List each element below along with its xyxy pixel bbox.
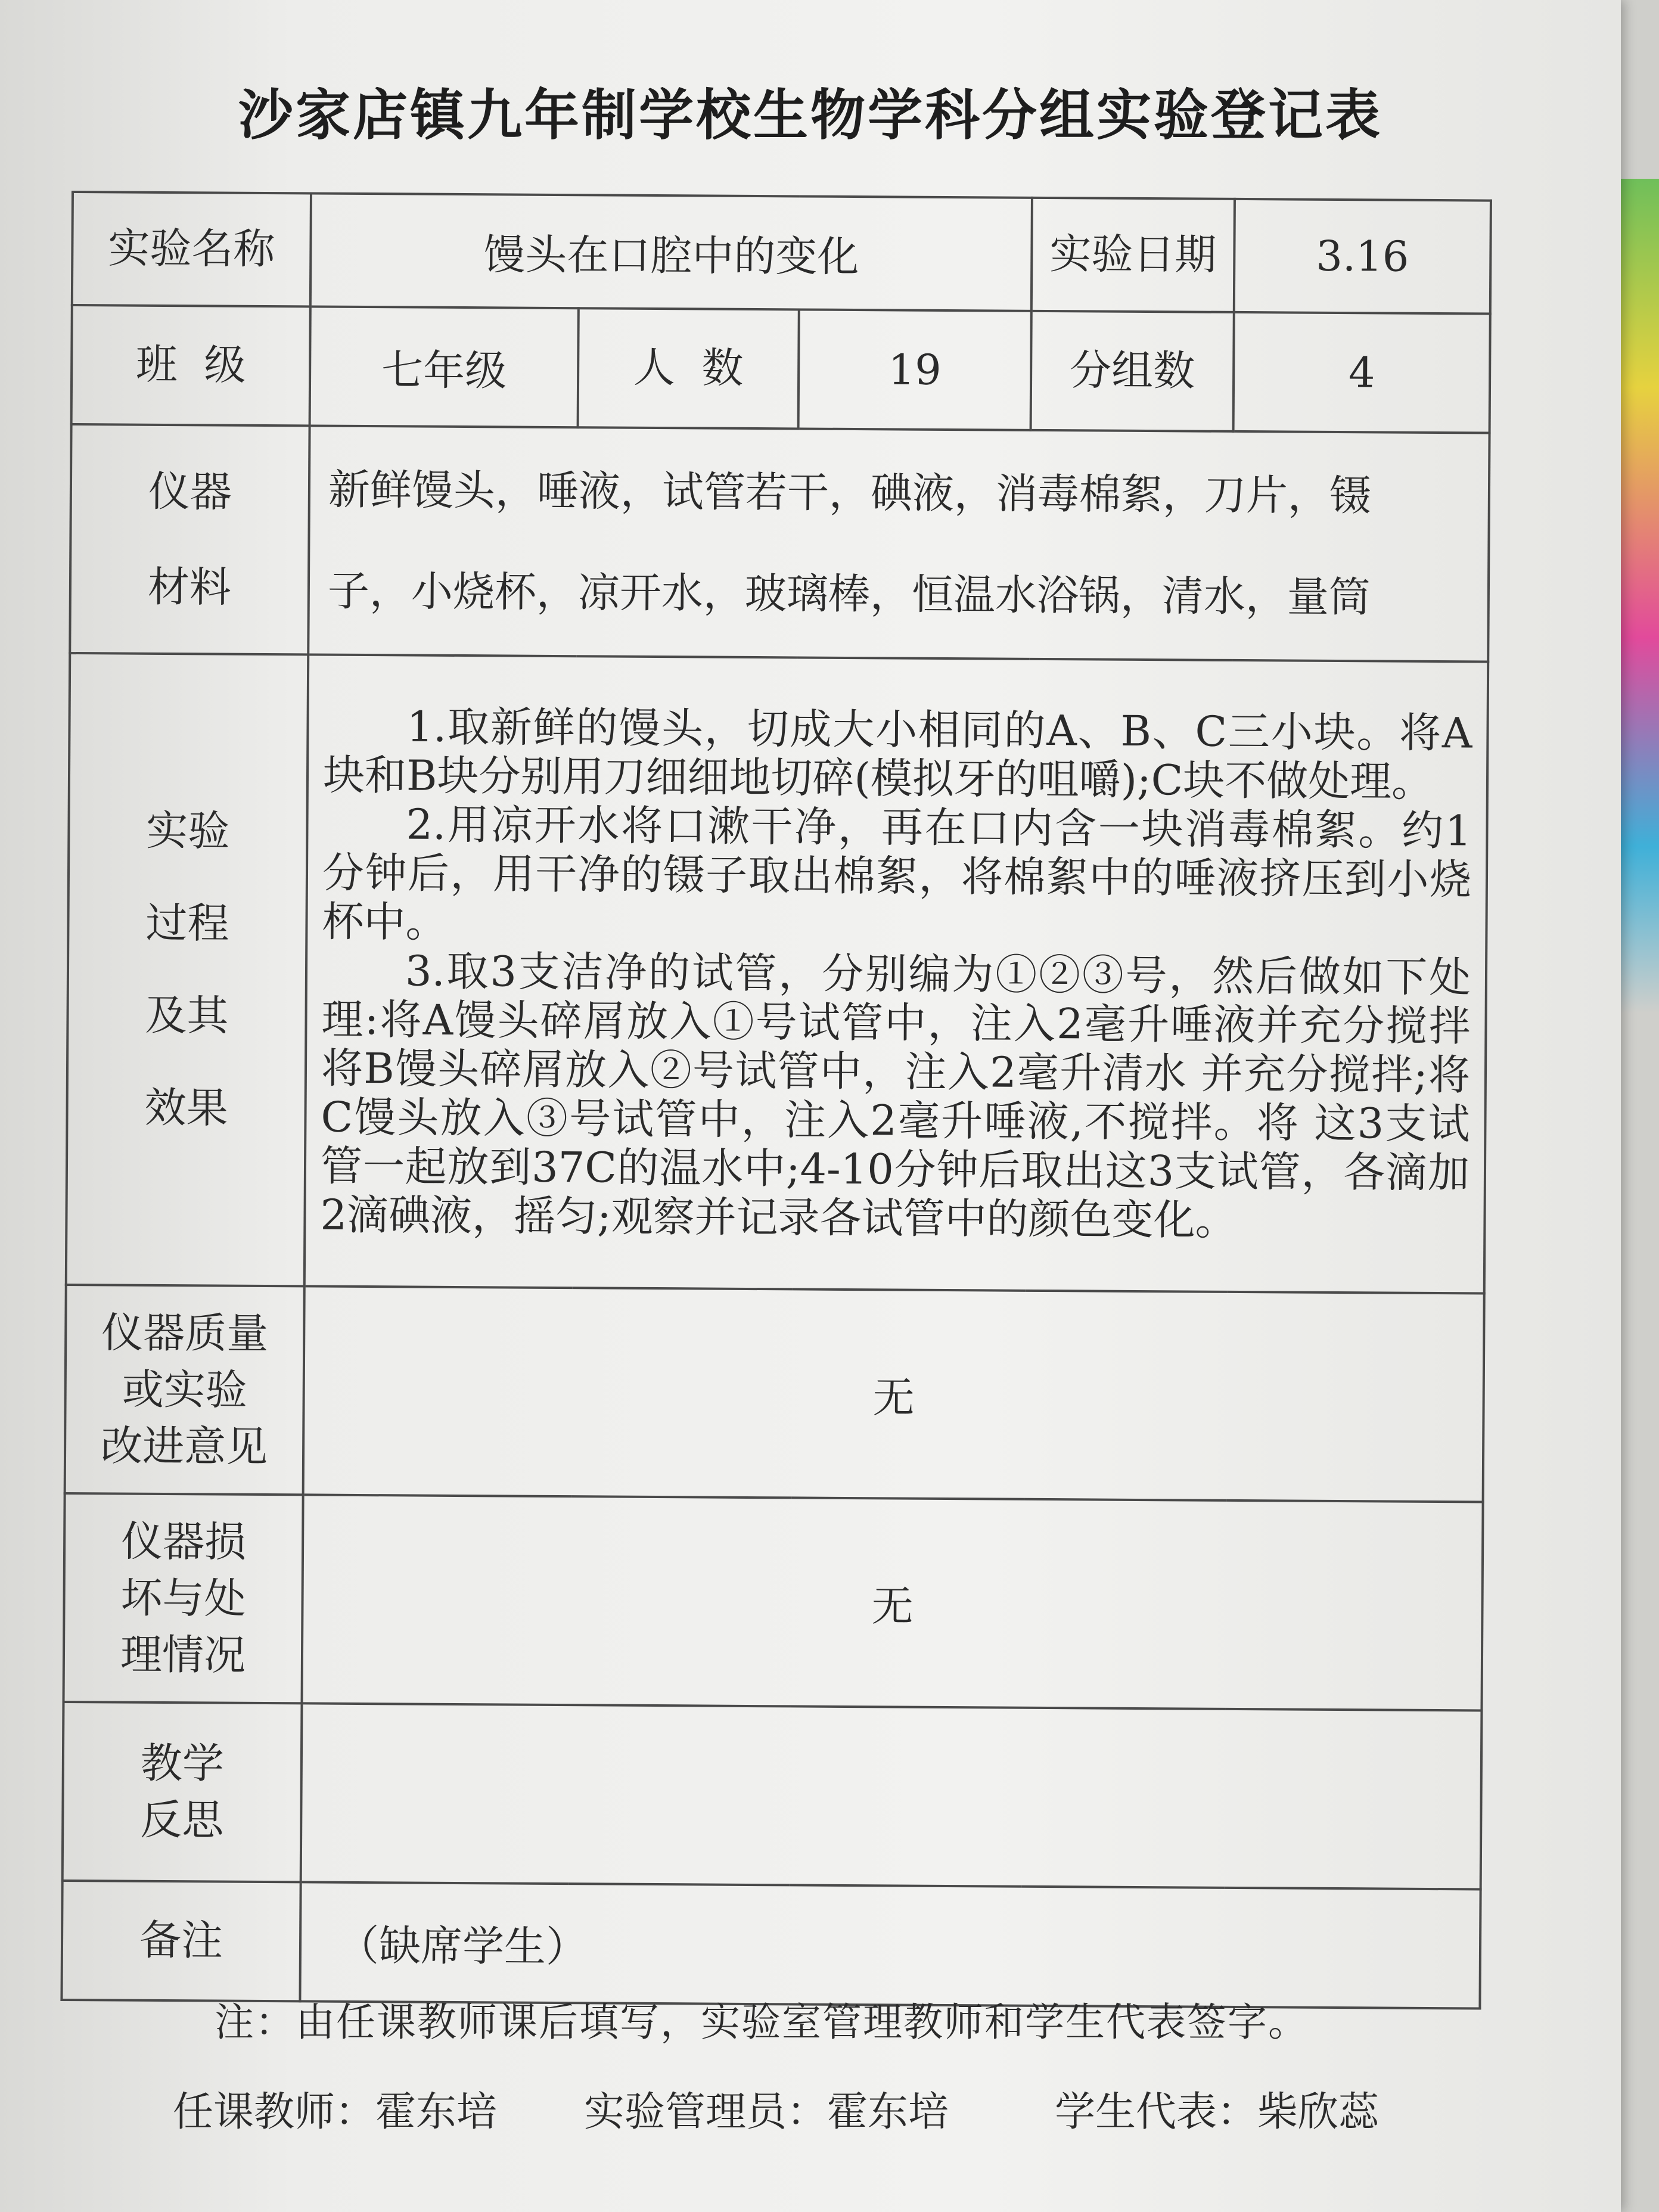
quality-value: 无 [303, 1286, 1484, 1502]
remarks-label: 备注 [61, 1881, 300, 2001]
reflection-label-line: 教学 [140, 1738, 225, 1788]
process-label-line: 过程 [145, 898, 229, 948]
footnote: 注：由任课教师课后填写，实验室管理教师和学生代表签字。 [215, 1999, 1309, 2045]
lab-manager-signature: 实验管理员：霍东培 [584, 2089, 949, 2136]
remarks-value: （缺席学生） [300, 1882, 1480, 2008]
student-count-label: 人 数 [578, 308, 799, 428]
student-count-value: 19 [799, 309, 1032, 430]
reflection-value [301, 1703, 1482, 1889]
materials-label [70, 424, 309, 654]
process-label-line: 效果 [144, 1083, 228, 1133]
registration-table [60, 191, 1492, 2010]
experiment-name-label: 实验名称 [72, 192, 311, 306]
table-row [72, 192, 1491, 314]
process-label [66, 653, 308, 1286]
experiment-name-value: 馒头在口腔中的变化 [310, 193, 1032, 310]
student-rep-signature: 学生代表：柴欣蕊 [1055, 2089, 1380, 2136]
table-row [64, 1493, 1483, 1711]
damage-label-line: 仪器损 [120, 1517, 247, 1567]
materials-list [308, 425, 1489, 661]
process-label-line: 实验 [146, 806, 230, 856]
class-value: 七年级 [310, 306, 579, 427]
materials-line: 子，小烧杯，凉开水，玻璃棒，恒温水浴锅，清水，量筒 [327, 566, 1371, 622]
process-text [305, 654, 1488, 1293]
quality-label-line: 或实验 [122, 1365, 247, 1415]
table-row [72, 305, 1490, 433]
damage-value: 无 [302, 1495, 1483, 1710]
table-row [65, 1285, 1484, 1502]
teacher-signature: 任课教师：霍东培 [173, 2089, 498, 2136]
group-count-value: 4 [1234, 312, 1490, 433]
quality-label-line: 仪器质量 [101, 1307, 269, 1358]
process-step: 2.用凉开水将口漱干净，再在口内含一块消毒棉絮。约1分钟后，用干净的镊子取出棉絮，将棉絮中的唾液挤压到小烧杯中。 [322, 800, 1472, 947]
materials-label-line: 仪器 [148, 467, 232, 517]
experiment-date-label: 实验日期 [1032, 198, 1235, 312]
quality-label [65, 1285, 305, 1495]
table-row [63, 1702, 1482, 1890]
damage-label-line: 理情况 [120, 1630, 246, 1680]
class-label: 班 级 [72, 305, 310, 425]
table-row [61, 1881, 1480, 2009]
process-label-line: 及其 [145, 990, 229, 1040]
materials-line: 新鲜馒头，唾液，试管若干，碘液，消毒棉絮，刀片，镊 [328, 465, 1372, 521]
materials-label-line: 材料 [147, 562, 232, 612]
reflection-label-line: 反思 [140, 1795, 224, 1845]
damage-label [64, 1493, 303, 1703]
damage-label-line: 坏与处 [120, 1573, 246, 1623]
table-row [70, 424, 1489, 662]
quality-label-line: 改进意见 [100, 1421, 268, 1471]
experiment-date-value: 3.16 [1234, 199, 1491, 314]
table-row [66, 653, 1488, 1294]
reflection-label [63, 1702, 302, 1882]
process-step: 3.取3支洁净的试管，分别编为①②③号，然后做如下处理:将A馒头碎屑放入①号试管中，注入2毫升唾液并充分搅拌将B馒头碎屑放入②号试管中，注入2毫升清水 并充分搅拌;将C馒头放入③号试管中，注入2毫升唾液,不搅拌。将 这3支试管一起放到37C的温水中;4-10分钟后取出这3支试管，各滴加2滴碘液，摇匀;观察并记录各试管中的颜色变化。 [320, 946, 1471, 1245]
process-step: 1.取新鲜的馒头，切成大小相同的A、B、C三小块。将A块和B块分别用刀细细地切碎(模拟牙的咀嚼);C块不做处理。 [322, 702, 1472, 806]
group-count-label: 分组数 [1031, 311, 1234, 431]
page-title: 沙家店镇九年制学校生物学科分组实验登记表 [238, 83, 1382, 147]
